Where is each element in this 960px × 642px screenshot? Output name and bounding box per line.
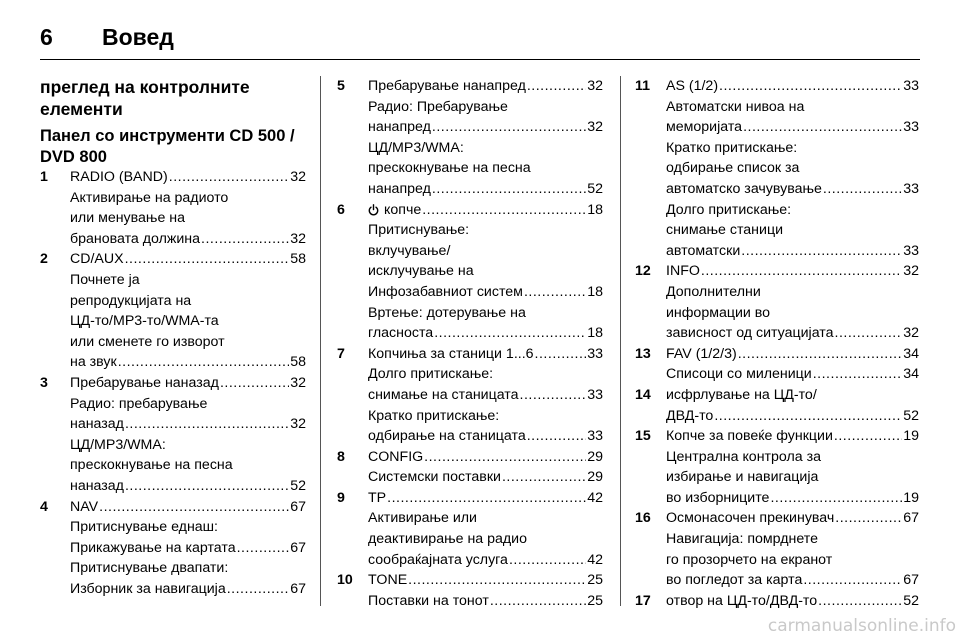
page-reference: 34	[903, 366, 919, 383]
page-reference: 32	[587, 119, 603, 136]
entry-number: 9	[337, 489, 345, 506]
entry-number: 17	[635, 592, 651, 609]
column-divider	[620, 76, 621, 606]
entry-line	[70, 332, 306, 353]
entry-body	[666, 426, 919, 508]
entry-text: или сменете го изворот	[70, 333, 225, 350]
column-3	[635, 76, 919, 611]
dot-leader	[770, 488, 902, 509]
dot-leader	[502, 467, 586, 488]
entry-line	[666, 364, 919, 385]
entry-text: Долго притискање:	[666, 201, 792, 218]
dot-leader	[719, 76, 902, 97]
entry-text: снимање станици	[666, 222, 783, 239]
dot-leader	[201, 229, 289, 250]
entry-text: Централна контрола за	[666, 448, 822, 465]
entry-text: Прикажување на картата	[70, 539, 236, 556]
dot-leader	[527, 426, 586, 447]
entry-line	[666, 406, 919, 427]
entry-number: 1	[40, 169, 48, 185]
entry-line	[666, 220, 919, 241]
page-reference: 32	[290, 230, 306, 247]
entry-body	[368, 76, 603, 200]
entry-line	[368, 179, 603, 200]
entry-line	[70, 291, 306, 312]
entry-number: 2	[40, 251, 48, 268]
page-reference: 67	[290, 580, 306, 597]
page-reference: 67	[903, 572, 919, 589]
dot-leader	[834, 426, 902, 447]
section-subtitle-line: Панел со инструменти CD 500 /	[40, 127, 295, 145]
control-entry	[337, 344, 603, 447]
entry-text: нанапред	[368, 119, 431, 136]
control-entry	[40, 497, 306, 600]
control-entry	[337, 200, 603, 344]
entry-line	[666, 323, 919, 344]
page-reference: 34	[903, 345, 919, 362]
control-entry	[337, 447, 603, 488]
page-reference: 33	[903, 78, 919, 94]
entry-line	[666, 508, 919, 529]
entry-line	[666, 97, 919, 118]
entry-line	[70, 435, 306, 456]
entry-text: наназад	[70, 477, 124, 494]
control-entry	[635, 385, 919, 426]
entry-line	[666, 117, 919, 138]
entry-line	[368, 591, 603, 612]
page-reference: 33	[587, 345, 603, 362]
entry-line	[666, 385, 919, 406]
dot-leader	[524, 282, 586, 303]
page-reference: 29	[587, 469, 603, 486]
page-reference: 32	[290, 416, 306, 433]
entry-line	[70, 229, 306, 250]
dot-leader	[408, 570, 586, 591]
entry-text: Изборник за навигација	[70, 580, 226, 597]
page-reference: 18	[587, 325, 603, 342]
entry-body	[666, 344, 919, 385]
entry-line	[666, 550, 919, 571]
entry-text: исклучување на	[368, 263, 474, 280]
dot-leader	[835, 323, 903, 344]
page-reference: 33	[903, 242, 919, 259]
entry-body	[368, 447, 603, 488]
entry-text: во погледот за карта	[666, 572, 803, 589]
entry-text: сообраќајната услуга	[368, 551, 508, 568]
entry-number: 15	[635, 428, 651, 445]
dot-leader	[422, 200, 586, 221]
entry-text: TONE	[368, 572, 408, 589]
entry-line	[70, 414, 306, 435]
entry-text: Активирање на радиото	[70, 189, 229, 206]
entry-line	[368, 117, 603, 138]
entry-number: 16	[635, 510, 651, 527]
entry-text: Навигација: помрднете	[666, 531, 818, 548]
entry-number: 4	[40, 498, 48, 515]
page-number: 6	[40, 24, 53, 50]
entry-text: брановата должина	[70, 230, 201, 247]
entry-line	[368, 200, 603, 221]
entry-text: снимање на станицата	[368, 386, 519, 403]
entry-text: Пребарување наназад	[70, 374, 219, 391]
entry-text: Осмонасочен прекинувач	[666, 510, 835, 527]
entry-text: ЦД/MP3/WMA:	[70, 436, 166, 453]
entry-line	[666, 447, 919, 468]
page-reference: 67	[903, 510, 919, 527]
entry-line	[666, 467, 919, 488]
entry-text: на звук	[70, 354, 117, 371]
entry-line	[666, 76, 919, 97]
page-reference: 33	[587, 386, 603, 403]
entry-line	[368, 303, 603, 324]
entry-number: 6	[337, 201, 345, 218]
entry-text: отвор на ЦД-то/ДВД-то	[666, 592, 818, 609]
section-title-line: преглед на контролните	[40, 77, 250, 97]
entry-text: деактивирање на радио	[368, 531, 527, 548]
entry-text: Системски поставки	[368, 469, 501, 486]
dot-leader	[835, 508, 902, 529]
entry-text: Притиснување еднаш:	[70, 519, 218, 536]
entry-line	[368, 570, 603, 591]
page-reference: 18	[587, 201, 603, 218]
entry-line	[666, 570, 919, 591]
entry-text: зависност од ситуацијата	[666, 325, 834, 342]
entry-text: Поставки на тонот	[368, 592, 489, 609]
entry-line	[70, 558, 306, 579]
entry-line	[666, 179, 919, 200]
section-subtitle	[40, 126, 306, 167]
entry-text: прескокнување на песна	[368, 160, 531, 177]
dot-leader	[813, 364, 902, 385]
entry-line	[368, 488, 603, 509]
page-reference: 32	[903, 263, 919, 280]
entry-text: Списоци со миленици	[666, 366, 812, 383]
dot-leader	[237, 538, 290, 559]
entry-text: Долго притискање:	[368, 366, 494, 383]
dot-leader	[823, 179, 902, 200]
page-reference: 58	[290, 354, 306, 371]
entry-line	[368, 220, 603, 241]
dot-leader	[125, 249, 290, 270]
entry-line	[70, 517, 306, 538]
control-entry	[635, 591, 919, 612]
entry-text: Дополнителни	[666, 283, 761, 300]
control-entry	[635, 508, 919, 590]
entry-text: INFO	[666, 263, 700, 280]
entry-text: ЦД/MP3/WMA:	[368, 139, 464, 156]
entry-text: ДВД-то	[666, 407, 714, 424]
entry-text: CD/AUX	[70, 251, 124, 268]
page-reference: 19	[903, 428, 919, 445]
entry-line	[70, 270, 306, 291]
entry-body	[70, 167, 306, 249]
dot-leader	[818, 591, 902, 612]
entry-number: 12	[635, 263, 651, 280]
page-reference: 67	[290, 498, 306, 515]
entry-text: Притиснување двапати:	[70, 560, 229, 577]
entry-line	[666, 488, 919, 509]
entry-text: автоматски	[666, 242, 741, 259]
dot-leader	[169, 167, 289, 188]
dot-leader	[387, 488, 586, 509]
entry-text: Инфозабавниот систем	[368, 283, 523, 300]
dot-leader	[535, 344, 587, 365]
entry-body	[666, 385, 919, 426]
column-1	[40, 76, 306, 599]
entry-text: избирање и навигација	[666, 469, 819, 486]
page-reference: 33	[587, 428, 603, 445]
entry-text: Пребарување нанапред	[368, 78, 526, 94]
entry-text: нанапред	[368, 180, 431, 197]
control-entry	[40, 373, 306, 497]
page-header	[40, 14, 920, 60]
dot-leader	[741, 241, 902, 262]
entry-line	[368, 241, 603, 262]
control-entry	[635, 261, 919, 343]
entry-body	[70, 249, 306, 373]
entry-text: го прозорчето на екранот	[666, 551, 833, 568]
page-reference: 25	[587, 572, 603, 589]
dot-leader	[509, 550, 586, 571]
entry-text: меморијата	[666, 119, 743, 136]
dot-leader	[714, 406, 902, 427]
entry-text: одбирање на станицата	[368, 428, 526, 445]
entry-text: вклучување/	[368, 242, 451, 259]
entry-line	[368, 364, 603, 385]
entry-line	[368, 529, 603, 550]
entry-line	[70, 188, 306, 209]
page-reference: 18	[587, 283, 603, 300]
entry-text: FAV (1/2/3)	[666, 345, 737, 362]
dot-leader	[738, 344, 903, 365]
entry-text: Копчиња за станици 1...6	[368, 345, 534, 362]
page-reference: 32	[903, 325, 919, 342]
entry-body	[666, 76, 919, 261]
entry-line	[70, 249, 306, 270]
page-reference: 42	[587, 551, 603, 568]
entry-line	[368, 550, 603, 571]
dot-leader	[434, 323, 586, 344]
entry-line	[666, 138, 919, 159]
entry-line	[666, 426, 919, 447]
control-entry	[337, 488, 603, 570]
entry-line	[666, 261, 919, 282]
entry-line	[666, 282, 919, 303]
entry-text: копче	[384, 201, 422, 218]
dot-leader	[125, 476, 289, 497]
entry-line	[666, 158, 919, 179]
dot-leader	[743, 117, 902, 138]
entry-text: одбирање список за	[666, 160, 800, 177]
page-reference: 29	[587, 448, 603, 465]
entry-text: репродукцијата на	[70, 292, 192, 309]
entry-text: TP	[368, 489, 387, 506]
entry-line	[368, 447, 603, 468]
entry-line	[70, 476, 306, 497]
page-reference: 67	[290, 539, 306, 556]
control-entry	[635, 76, 919, 261]
entry-text: Почнете ја	[70, 271, 140, 288]
entry-body	[70, 373, 306, 497]
page-reference: 42	[587, 489, 603, 506]
dot-leader	[701, 261, 902, 282]
entry-line	[368, 323, 603, 344]
entry-line	[368, 467, 603, 488]
entry-text: Притиснување:	[368, 222, 470, 239]
entry-line	[368, 426, 603, 447]
entry-text: Кратко притискање:	[368, 407, 500, 424]
entry-body	[368, 344, 603, 447]
entry-text: Автоматски нивоа на	[666, 98, 805, 115]
entry-list	[40, 167, 306, 599]
entry-body	[666, 508, 919, 590]
entry-number: 13	[635, 345, 651, 362]
column-2	[337, 76, 603, 611]
chapter-title: Вовед	[102, 24, 174, 50]
entry-line	[70, 455, 306, 476]
entry-line	[70, 497, 306, 518]
control-entry	[40, 249, 306, 373]
entry-body	[368, 570, 603, 611]
entry-line	[368, 158, 603, 179]
entry-body	[368, 200, 603, 344]
entry-text: автоматско зачувување	[666, 180, 822, 197]
dot-leader	[125, 414, 289, 435]
dot-leader	[432, 117, 586, 138]
page-reference: 52	[903, 407, 919, 424]
control-entry	[635, 344, 919, 385]
dot-leader	[99, 497, 289, 518]
entry-body	[666, 261, 919, 343]
entry-number: 14	[635, 386, 651, 403]
page-reference: 52	[903, 592, 919, 609]
dot-leader	[803, 570, 902, 591]
entry-line	[70, 394, 306, 415]
entry-line	[666, 344, 919, 365]
page-reference: 33	[903, 180, 919, 197]
entry-number: 8	[337, 448, 345, 465]
entry-text: Активирање или	[368, 510, 477, 527]
page-reference: 58	[290, 251, 306, 268]
entry-text: информации во	[666, 304, 771, 321]
control-entry	[635, 426, 919, 508]
control-entry	[337, 76, 603, 200]
section-subtitle-line: DVD 800	[40, 147, 107, 166]
power-icon	[368, 204, 379, 215]
entry-text: Копче за повеќе функции	[666, 428, 833, 445]
control-entry	[40, 167, 306, 249]
entry-line	[368, 76, 603, 97]
entry-line	[70, 538, 306, 559]
entry-line	[666, 591, 919, 612]
entry-text: Кратко притискање:	[666, 139, 798, 156]
entry-number: 11	[635, 78, 650, 94]
entry-line	[70, 208, 306, 229]
dot-leader	[220, 373, 289, 394]
dot-leader	[432, 179, 586, 200]
entry-text: наназад	[70, 416, 124, 433]
header-rule	[40, 59, 920, 60]
page-reference: 32	[587, 78, 603, 94]
dot-leader	[527, 76, 586, 97]
entry-text: или менување на	[70, 210, 185, 227]
entry-number: 10	[337, 572, 353, 589]
entry-line	[666, 200, 919, 221]
page-reference: 32	[290, 374, 306, 391]
watermark: carmanualsonline.info	[767, 616, 956, 636]
entry-text: ЦД-то/MP3-то/WMA-та	[70, 313, 219, 330]
page-reference: 25	[587, 592, 603, 609]
page-reference: 33	[903, 119, 919, 136]
entry-text: RADIO (BAND)	[70, 169, 168, 185]
entry-line	[666, 303, 919, 324]
page-reference: 19	[903, 489, 919, 506]
entry-line	[368, 97, 603, 118]
entry-text: Радио: Пребарување	[368, 98, 508, 115]
entry-text: Радио: пребарување	[70, 395, 208, 412]
entry-line	[70, 373, 306, 394]
page-reference: 52	[587, 180, 603, 197]
entry-body	[70, 497, 306, 600]
entry-line	[70, 352, 306, 373]
entry-line	[368, 138, 603, 159]
dot-leader	[118, 352, 290, 373]
entry-line	[368, 508, 603, 529]
entry-line	[70, 579, 306, 600]
entry-text: гласноста	[368, 325, 434, 342]
entry-text: исфрлување на ЦД-то/	[666, 386, 817, 403]
entry-text: прескокнување на песна	[70, 457, 233, 474]
entry-line	[70, 167, 306, 188]
dot-leader	[490, 591, 586, 612]
dot-leader	[227, 579, 289, 600]
column-divider	[320, 76, 321, 606]
entry-body	[368, 488, 603, 570]
page-reference: 52	[290, 477, 306, 494]
entry-line	[368, 385, 603, 406]
entry-number: 5	[337, 78, 345, 94]
entry-list	[635, 76, 919, 611]
entry-number: 7	[337, 345, 345, 362]
section-title	[40, 76, 306, 120]
entry-line	[666, 529, 919, 550]
entry-list	[337, 76, 603, 611]
section-title-line: елементи	[40, 99, 123, 119]
entry-text: CONFIG	[368, 448, 424, 465]
entry-line	[368, 406, 603, 427]
entry-text: во изборниците	[666, 489, 770, 506]
dot-leader	[424, 447, 586, 468]
entry-line	[666, 241, 919, 262]
page-reference: 32	[290, 169, 306, 185]
entry-text: AS (1/2)	[666, 78, 719, 94]
control-entry	[337, 570, 603, 611]
entry-body	[666, 591, 919, 612]
entry-number: 3	[40, 374, 48, 391]
entry-text: NAV	[70, 498, 99, 515]
entry-line	[368, 261, 603, 282]
entry-line	[368, 282, 603, 303]
dot-leader	[520, 385, 587, 406]
entry-text: Вртење: дотерување на	[368, 304, 526, 321]
entry-line	[368, 344, 603, 365]
entry-line	[70, 311, 306, 332]
